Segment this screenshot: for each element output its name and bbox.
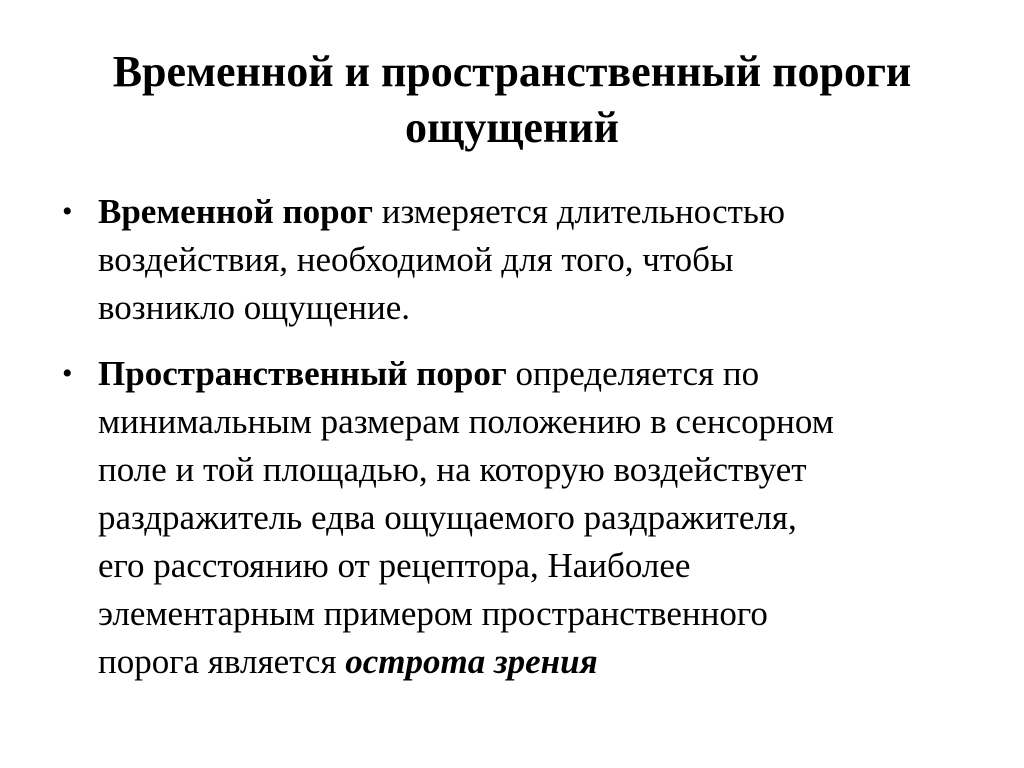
bullet-dot-icon: •	[62, 357, 73, 390]
bullet-line	[98, 638, 962, 686]
term-temporal-threshold: Временной порог	[98, 192, 373, 231]
bullet-line: его расстоянию от рецептора, Наиболее	[98, 546, 691, 585]
bullet-item-temporal-threshold	[62, 188, 962, 332]
bullet-line: поле и той площадью, на которую воздействует	[98, 450, 807, 489]
bullet-line: раздражитель едва ощущаемого раздражителя,	[98, 498, 797, 537]
bullet-text: измеряется длительностью	[373, 192, 786, 231]
bullet-line: минимальным размерам положению в сенсорном	[98, 402, 834, 441]
bullet-line: возникло ощущение.	[98, 288, 410, 327]
bullet-line	[98, 350, 962, 398]
term-spatial-threshold: Пространственный порог	[98, 354, 507, 393]
bullet-text: определяется по	[506, 354, 760, 393]
emphasis-visual-acuity: острота зрения	[345, 642, 598, 681]
bullet-dot-icon: •	[62, 195, 73, 228]
bullet-text: порога является	[98, 642, 346, 681]
bullet-item-spatial-threshold	[62, 350, 962, 686]
bullet-line	[98, 188, 962, 236]
bullet-line: воздействия, необходимой для того, чтобы	[98, 240, 734, 279]
bullet-list	[62, 188, 962, 704]
slide-title: Временной и пространственный пороги ощущений	[112, 47, 912, 152]
bullet-line: элементарным примером пространственного	[98, 594, 768, 633]
